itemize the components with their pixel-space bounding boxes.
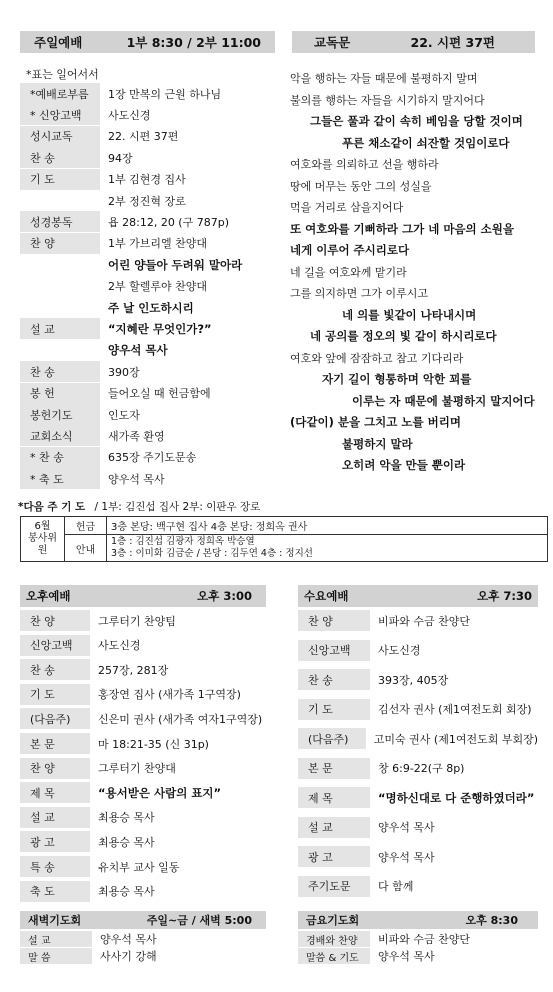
- order-row: [20, 881, 266, 902]
- order-value: 사도신경: [108, 108, 151, 122]
- order-value: 양우석 목사: [378, 821, 435, 834]
- order-label: 찬 양: [20, 610, 90, 631]
- order-row: [20, 233, 275, 254]
- main-service-title: 주일예배: [34, 35, 83, 50]
- wednesday-title: 수요예배: [304, 589, 349, 603]
- order-row: [298, 876, 538, 897]
- order-row: [20, 276, 275, 297]
- order-value: 양우석 목사: [378, 950, 435, 963]
- order-label: 찬 송: [20, 659, 90, 680]
- order-row: [298, 787, 538, 808]
- guide-label: 안내: [65, 535, 107, 562]
- reading-line: 먹을 거리로 삼을지어다: [290, 201, 404, 214]
- order-value: 최용승 목사: [98, 835, 155, 849]
- order-row: [20, 104, 275, 125]
- order-label: 주기도문: [298, 876, 370, 897]
- reading-line: 땅에 머무는 동안 그의 성실을: [290, 179, 432, 193]
- order-value: 김선자 권사 (제1여전도회 회장): [378, 703, 532, 716]
- order-row: [20, 447, 275, 468]
- order-value: 1장 만복의 근원 하나님: [108, 87, 222, 101]
- volunteer-month-cell: [21, 517, 65, 562]
- order-row: [20, 126, 275, 147]
- reading-line: 여호와를 의뢰하고 선을 행하라: [290, 158, 439, 171]
- order-row: [20, 169, 275, 190]
- order-value: 2부 할렐루야 찬양대: [108, 280, 207, 294]
- order-label: 찬 양: [298, 610, 370, 631]
- order-value: 새가족 환영: [108, 429, 165, 443]
- order-value: 94장: [108, 151, 133, 165]
- order-row: [20, 425, 275, 446]
- reading-ref: 22. 시편 37편: [410, 35, 495, 50]
- order-value: 22. 시편 37편: [108, 130, 179, 144]
- order-row: [20, 758, 266, 779]
- order-label: * 축 도: [20, 468, 100, 489]
- order-label: 신앙고백: [20, 635, 90, 656]
- order-value: 신은미 권사 (새가족 여자1구역장): [98, 712, 263, 726]
- reading-line: 불평하지 말라: [342, 436, 413, 451]
- reading-line: 악을 행하는 자들 때문에 불평하지 말며: [290, 72, 478, 85]
- order-label: 본 문: [20, 733, 90, 754]
- order-row: [20, 404, 275, 425]
- order-label: 경배와 찬양: [298, 931, 370, 947]
- order-row: [298, 699, 538, 720]
- reading-line: 그들은 풀과 같이 속히 베임을 당할 것이며: [310, 114, 523, 128]
- order-label: [20, 276, 100, 297]
- order-value: 390장: [108, 365, 140, 379]
- order-label: 설 교: [298, 817, 370, 838]
- order-value: 유치부 교사 일동: [98, 860, 180, 874]
- order-label: 찬 송: [298, 669, 370, 690]
- order-row: [20, 831, 266, 852]
- order-row: [20, 684, 266, 705]
- order-label: *예배로부름: [20, 83, 100, 104]
- order-label: 찬 송: [20, 361, 100, 382]
- order-label: 특 송: [20, 856, 90, 877]
- order-row: [20, 782, 266, 803]
- order-row: [298, 669, 538, 690]
- order-value: 사도신경: [378, 644, 421, 657]
- order-value: 1부 가브리엘 찬양대: [108, 237, 207, 251]
- afternoon-header: [20, 585, 266, 607]
- reading-line: 이루는 자 때문에 불평하지 말지어다: [352, 393, 535, 408]
- friday-time: 오후 8:30: [465, 914, 518, 927]
- order-row: [20, 383, 275, 404]
- reading-line: 푸른 채소같이 쇠잔할 것임이로다: [342, 135, 510, 150]
- order-value: 주 날 인도하시리: [108, 300, 194, 315]
- order-row: [298, 728, 538, 749]
- next-prayer-text: / 1부: 김진섭 집사 2부: 이판우 장로: [94, 501, 261, 513]
- order-label: 설 교: [20, 318, 100, 339]
- order-value: 그루터기 찬양대: [98, 762, 176, 776]
- order-label: * 찬 송: [20, 447, 100, 468]
- order-row: [20, 610, 266, 631]
- guide-values: [107, 535, 548, 562]
- order-row: [20, 635, 266, 656]
- order-label: 찬 양: [20, 233, 100, 254]
- reading-line: (다같이) 분을 그치고 노를 버리며: [290, 415, 461, 429]
- standing-note: *표는 일어서서: [26, 68, 99, 81]
- order-value: 최용승 목사: [98, 885, 155, 899]
- order-row: [20, 297, 275, 318]
- order-value: 양우석 목사: [378, 850, 435, 864]
- order-value: 257장, 281장: [98, 663, 169, 677]
- main-service-header: [20, 31, 275, 53]
- order-row: [298, 817, 538, 838]
- order-value: 인도자: [108, 408, 140, 422]
- order-label: 말 씀: [20, 948, 92, 964]
- order-label: [20, 340, 100, 361]
- order-value: “용서받은 사람의 표지”: [98, 785, 222, 800]
- volunteer-month: 6월: [34, 521, 51, 532]
- reading-line: 네 의를 빛같이 나타내시며: [342, 307, 477, 322]
- order-label: 본 문: [298, 758, 370, 779]
- order-value: 욥 28:12, 20 (구 787p): [108, 215, 229, 229]
- order-row: [298, 758, 538, 779]
- order-value: 들어오실 때 헌금함에: [108, 387, 211, 401]
- next-prayer-label: *다음 주 기 도: [18, 501, 86, 513]
- order-row: [20, 468, 275, 489]
- order-value: 2부 정진혁 장로: [108, 194, 186, 208]
- order-label: 교회소식: [20, 425, 100, 446]
- order-label: (다음주): [298, 728, 366, 749]
- offering-label: 헌금: [65, 517, 107, 535]
- order-row: [298, 846, 538, 867]
- order-row: [298, 610, 538, 631]
- order-label: 말씀 & 기도: [298, 948, 370, 964]
- afternoon-time: 오후 3:00: [197, 589, 252, 603]
- guide-line-1: 1층 : 김진섭 김광자 정희옥 박승열: [111, 536, 255, 547]
- order-value: 비파와 수금 찬양단: [378, 614, 471, 628]
- reading-line: 네게 이루어 주시리로다: [290, 243, 410, 257]
- order-row: [20, 211, 275, 232]
- reading-line: 네 공의를 정오의 빛 같이 하시리로다: [310, 329, 497, 343]
- order-row: [20, 931, 266, 947]
- order-label: * 신앙고백: [20, 104, 100, 125]
- friday-title: 금요기도회: [306, 914, 360, 927]
- afternoon-title: 오후예배: [26, 589, 71, 603]
- main-service-time: 1부 8:30 / 2부 11:00: [126, 35, 261, 50]
- reading-line: 네 길을 여호와께 맡기라: [290, 265, 407, 279]
- order-row: [20, 147, 275, 168]
- order-row: [20, 807, 266, 828]
- order-row: [20, 948, 266, 964]
- order-label: 광 고: [20, 831, 90, 852]
- order-value: 최용승 목사: [98, 811, 155, 825]
- wednesday-time: 오후 7:30: [477, 589, 532, 603]
- order-label: 기 도: [298, 699, 370, 720]
- order-value: 다 함께: [378, 880, 414, 893]
- order-row: [20, 708, 266, 729]
- order-label: 광 고: [298, 846, 370, 867]
- order-row: [20, 361, 275, 382]
- friday-header: [298, 911, 538, 929]
- dawn-title: 새벽기도회: [28, 914, 82, 927]
- order-label: 제 목: [298, 787, 370, 808]
- order-label: [20, 254, 100, 275]
- order-value: 양우석 목사: [108, 343, 168, 358]
- order-row: [20, 733, 266, 754]
- order-row: [20, 659, 266, 680]
- order-row: [20, 856, 266, 877]
- order-value: 마 18:21-35 (신 31p): [98, 737, 209, 751]
- volunteer-table: [20, 516, 548, 562]
- order-label: 찬 양: [20, 758, 90, 779]
- order-value: 창 6:9-22(구 8p): [378, 762, 465, 775]
- order-value: “지혜란 무엇인가?”: [108, 321, 212, 336]
- order-value: 393장, 405장: [378, 673, 449, 687]
- order-label: 성시교독: [20, 126, 100, 147]
- offering-value: 3층 본당: 백구현 집사 4층 본당: 정희옥 권사: [107, 517, 548, 535]
- order-row: [20, 254, 275, 275]
- order-label: 축 도: [20, 881, 90, 902]
- order-label: 기 도: [20, 684, 90, 705]
- order-row: [298, 931, 538, 947]
- guide-line-2: 3층 : 이미화 김금순 / 본당 : 김두연 4층 : 정지선: [111, 548, 313, 559]
- order-label: 제 목: [20, 782, 90, 803]
- order-row: [298, 948, 538, 964]
- order-label: [20, 190, 100, 211]
- volunteer-dept: 봉사위원: [28, 533, 57, 556]
- order-value: 양우석 목사: [108, 472, 165, 486]
- dawn-header: [20, 911, 266, 929]
- order-label: 찬 송: [20, 147, 100, 168]
- order-value: 비파와 수금 찬양단: [378, 933, 471, 946]
- reading-line: 불의를 행하는 자들을 시기하지 말지어다: [290, 93, 485, 107]
- order-row: [20, 83, 275, 104]
- order-value: 양우석 목사: [100, 933, 157, 946]
- reading-header: [292, 31, 535, 53]
- order-label: 설 교: [20, 931, 92, 947]
- order-value: 사사기 강해: [100, 950, 157, 963]
- reading-line: 또 여호와를 기뻐하라 그가 네 마음의 소원을: [290, 221, 514, 236]
- order-value: 사도신경: [98, 639, 141, 653]
- order-value: 635장 주기도문송: [108, 451, 197, 465]
- order-label: 봉 헌: [20, 383, 100, 404]
- order-value: “명하신대로 다 준행하였더라”: [378, 790, 535, 805]
- order-row: [298, 640, 538, 661]
- next-prayer: [18, 499, 260, 514]
- order-row: [20, 318, 275, 339]
- order-label: [20, 297, 100, 318]
- dawn-time: 주일~금 / 새벽 5:00: [146, 914, 252, 927]
- reading-line: 여호와 앞에 잠잠하고 참고 기다리라: [290, 351, 464, 365]
- order-value: 1부 김현경 집사: [108, 173, 186, 187]
- reading-line: 그를 의지하면 그가 이루시고: [290, 287, 429, 300]
- wednesday-header: [298, 585, 538, 607]
- reading-title: 교독문: [314, 35, 351, 50]
- order-label: 기 도: [20, 169, 100, 190]
- order-value: 홍장연 집사 (새가족 1구역장): [98, 688, 241, 702]
- order-row: [20, 340, 275, 361]
- order-label: 설 교: [20, 807, 90, 828]
- order-label: 신앙고백: [298, 640, 370, 661]
- order-label: 성경봉독: [20, 211, 100, 232]
- reading-line: 오히려 악을 만들 뿐이라: [342, 458, 466, 472]
- reading-line: 자기 길이 형통하며 악한 꾀를: [322, 372, 472, 386]
- order-label: 봉헌기도: [20, 404, 100, 425]
- order-label: (다음주): [20, 708, 90, 729]
- order-value: 그루터기 찬양팀: [98, 614, 176, 628]
- order-row: [20, 190, 275, 211]
- order-value: 고미숙 권사 (제1여전도회 부회장): [373, 732, 538, 746]
- order-value: 어린 양들아 두려워 말아라: [108, 257, 243, 272]
